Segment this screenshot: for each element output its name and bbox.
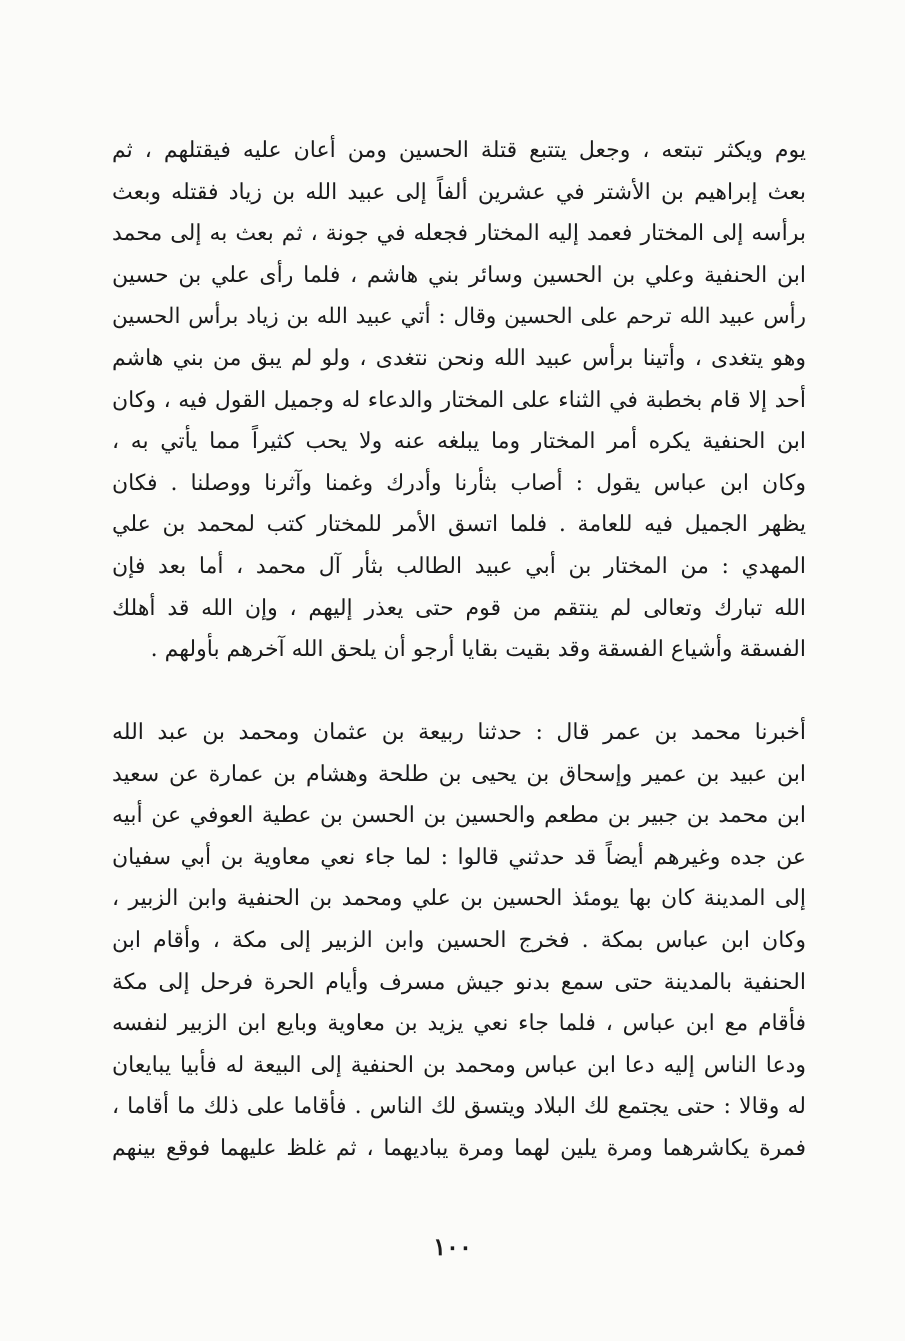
text-line: رأس عبيد الله ترحم على الحسين وقال : أتي عبيد الله بن زياد برأس الحسين: [112, 304, 806, 330]
paragraph-1: [112, 130, 806, 671]
text-line: إلى المدينة كان بها يومئذ الحسين بن علي ومحمد بن الحنفية وابن الزبير ،: [112, 886, 806, 912]
text-line: أحد إلا قام بخطبة في الثناء على المختار والدعاء له وجميل القول فيه ، وكان: [112, 387, 806, 413]
text-line: الله تبارك وتعالى لم ينتقم من قوم حتى يعذر إليهم ، وإن الله قد أهلك: [112, 595, 806, 621]
text-line: ابن الحنفية وعلي بن الحسين وسائر بني هاشم ، فلما رأى علي بن حسين: [112, 262, 806, 288]
text-line: يوم ويكثر تبتعه ، وجعل يتتبع قتلة الحسين ومن أعان عليه فيقتلهم ، ثم: [112, 138, 806, 163]
text-line: وهو يتغدى ، وأتينا برأس عبيد الله ونحن نتغدى ، ولو لم يبق من بني هاشم: [112, 345, 806, 371]
text-line: له وقالا : حتى يجتمع لك البلاد ويتسق لك الناس . فأقاما على ذلك ما أقاما ،: [112, 1094, 806, 1120]
text-line: بعث إبراهيم بن الأشتر في عشرين ألفاً إلى عبيد الله بن زياد فقتله وبعث: [112, 179, 806, 205]
text-line: وكان ابن عباس بمكة . فخرج الحسين وابن الزبير إلى مكة ، وأقام ابن: [112, 927, 806, 953]
text-line: ابن عبيد بن عمير وإسحاق بن يحيى بن طلحة وهشام بن عمارة عن سعيد: [112, 761, 806, 787]
paragraph-2: [112, 712, 806, 1170]
text-line: عن جده وغيرهم أيضاً قد حدثني قالوا : لما جاء نعي معاوية بن أبي سفيان: [112, 844, 806, 870]
text-line: أخبرنا محمد بن عمر قال : حدثنا ربيعة بن عثمان ومحمد بن عبد الله: [112, 720, 806, 745]
text-line: الفسقة وأشياع الفسقة وقد بقيت بقايا أرجو أن يلحق الله آخرهم بأولهم .: [150, 637, 806, 663]
text-line: وكان ابن عباس يقول : أصاب بثأرنا وأدرك وغمنا وآثرنا ووصلنا . فكان: [112, 470, 806, 496]
text-line: ودعا الناس إليه دعا ابن عباس ومحمد بن الحنفية إلى البيعة له فأبيا يبايعان: [112, 1052, 806, 1078]
text-line: برأسه إلى المختار فعمد إليه المختار فجعله في جونة ، ثم بعث به إلى محمد: [112, 221, 806, 247]
text-line: المهدي : من المختار بن أبي عبيد الطالب بثأر آل محمد ، أما بعد فإن: [112, 553, 806, 579]
text-line: ابن محمد بن جبير بن مطعم والحسين بن الحسن بن عطية العوفي عن أبيه: [112, 803, 806, 829]
text-line: فمرة يكاشرهما ومرة يلين لهما ومرة يباديهما ، ثم غلظ عليهما فوقع بينهم: [112, 1135, 806, 1161]
page-number: ١٠٠: [433, 1232, 472, 1261]
text-line: فأقام مع ابن عباس ، فلما جاء نعي يزيد بن معاوية وبايع ابن الزبير لنفسه: [112, 1011, 806, 1037]
text-line: يظهر الجميل فيه للعامة . فلما اتسق الأمر للمختار كتب لمحمد بن علي: [112, 512, 806, 538]
text-line: ابن الحنفية يكره أمر المختار وما يبلغه عنه ولا يحب كثيراً مما يأتي به ،: [112, 429, 806, 455]
text-line: الحنفية بالمدينة حتى سمع بدنو جيش مسرف وأيام الحرة فرحل إلى مكة: [112, 969, 806, 995]
